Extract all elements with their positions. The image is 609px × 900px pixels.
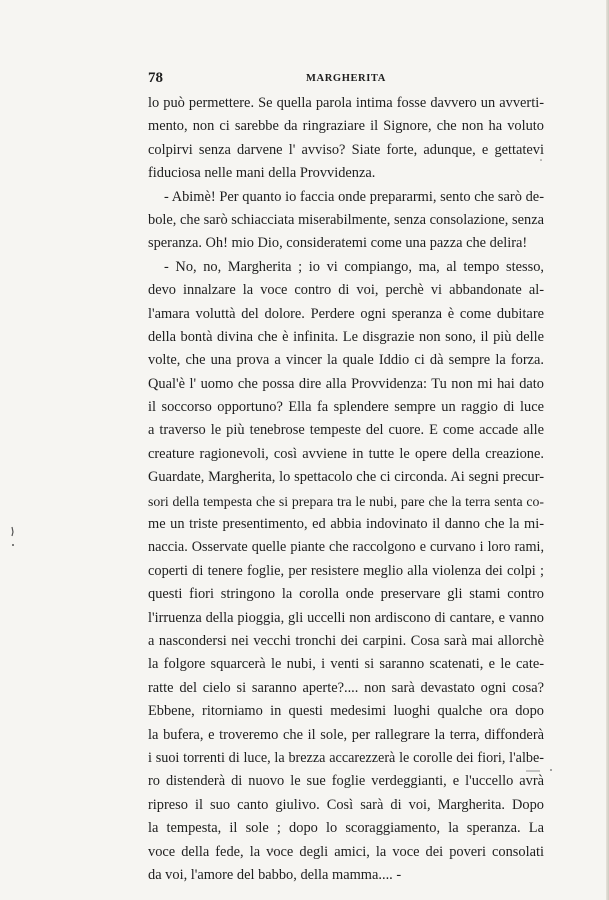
text-line: sori della tempesta che si prepara tra le nubi, pare che la terra senta co- <box>148 493 544 509</box>
text-line: naccia. Osservate quelle piante che raccolgono e curvano i loro rami, <box>148 539 544 556</box>
text-line: della bontà divina che è infinita. Le disgrazie non sono, il più delle <box>148 328 544 345</box>
text-line: la folgore squarcerà le nubi, i venti si saranno scatenati, e le cate- <box>148 656 544 673</box>
text-line: l'amara voluttà del dolore. Perdere ogni speranza è come dubitare <box>148 305 544 322</box>
text-line: la tempesta, il sole ; dopo lo scoraggiamento, la speranza. La <box>148 820 544 837</box>
text-line: Ebbene, ritorniamo in questi medesimi luoghi qualche ora dopo <box>148 703 544 720</box>
text-line: creature ragionevoli, così avviene in tutte le opere della creazione. <box>148 445 544 462</box>
text-line: ratte del cielo si saranno aperte?.... non sarà devastato ogni cosa? <box>148 679 544 696</box>
margin-speck <box>550 769 552 771</box>
text-line: fiduciosa nelle mani della Provvidenza. <box>148 165 376 182</box>
text-line: volte, che una prova a vincer la quale Iddio ci dà sempre la forza. <box>148 352 544 369</box>
page-header <box>148 70 544 90</box>
text-line: ro distenderà di nuovo le sue foglie verdeggianti, e l'uccello avrà <box>148 773 544 790</box>
text-line: - Abimè! Per quanto io faccia onde prepararmi, sento che sarò de- <box>164 188 544 205</box>
page-number: 78 <box>148 70 163 86</box>
text-line: da voi, l'amore del babbo, della mamma.... - <box>148 866 402 883</box>
text-line: - No, no, Margherita ; io vi compiango, ma, al tempo stesso, <box>164 258 544 275</box>
text-line: a nascondersi nei vecchi tronchi dei carpini. Cosa sarà mai allorchè <box>148 632 544 649</box>
text-line: Guardate, Margherita, lo spettacolo che ci circonda. Ai segni precur- <box>148 469 544 486</box>
text-line: questi fiori stringono la corolla onde preservare gli stami contro <box>148 586 544 603</box>
text-line: ripreso il suo canto giulivo. Così sarà di voi, Margherita. Dopo <box>148 796 544 813</box>
text-line: coperti di tenere foglie, per resistere meglio alla violenza dei colpi ; <box>148 562 544 579</box>
text-line: a traverso le più tenebrose tempeste del cuore. E come accade alle <box>148 422 544 439</box>
text-line: devo innalzare la voce contro di voi, perchè vi abbandonate al- <box>148 282 544 299</box>
margin-speck <box>12 544 14 546</box>
text-line: la bufera, e troveremo che il sole, per rallegrare la terra, diffonderà <box>148 726 544 743</box>
text-line: bole, che sarò schiacciata miserabilmente, senza consolazione, senza <box>148 211 544 228</box>
text-line: mento, non ci sarebbe da ringraziare il Signore, che non ha voluto <box>148 118 544 135</box>
text-line: me un triste presentimento, ed abbia indovinato il danno che la mi- <box>148 516 544 533</box>
text-line: voce della fede, la voce degli amici, la voce dei poveri consolati <box>148 843 544 860</box>
text-line: colpirvi senza darvene l' avviso? Siate forte, adunque, e gettatevi <box>148 141 544 158</box>
text-line: Qual'è l' uomo che possa dire alla Provvidenza: Tu non mi hai dato <box>148 375 544 392</box>
margin-speck <box>12 527 13 536</box>
text-line: l'irruenza della pioggia, gli uccelli non ardiscono di cantare, e vanno <box>148 609 544 626</box>
text-line: i suoi torrenti di luce, la brezza accarezzerà le corolle dei fiori, l'albe- <box>148 749 544 766</box>
running-title: MARGHERITA <box>306 73 386 84</box>
text-line: speranza. Oh! mio Dio, consideratemi come una pazza che delira! <box>148 235 528 252</box>
text-line: lo può permettere. Se quella parola intima fosse davvero un avverti- <box>148 95 544 111</box>
text-line: il soccorso opportuno? Ella fa splendere sempre un raggio di luce <box>148 399 544 416</box>
body-text <box>148 92 544 887</box>
